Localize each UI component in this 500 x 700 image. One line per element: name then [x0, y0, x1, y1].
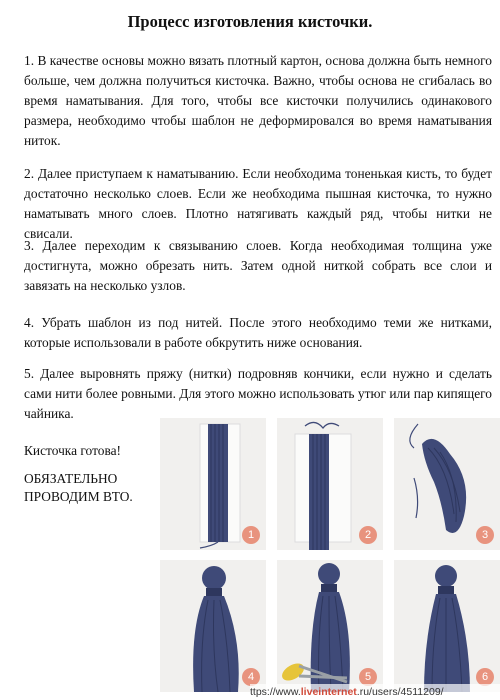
step-number-badge: 6 [476, 668, 494, 686]
step-2-text: 2. Далее приступаем к наматыванию. Если необходима тоненькая кисть, то будет достаточно несколько слоев. Если же необходима пышная кисточка, то нужно наматывать много слоев. Плотно натягивать каждый ряд, чтобы нитки не свисали. [24, 166, 492, 241]
step-5-text: 5. Далее выровнять пряжу (нитки) подровняв кончики, если нужно и сделать сами нити более ровными. Для этого можно использовать утюг или пар кипящего чайника. [24, 366, 492, 421]
watermark-highlight: liveinternet [300, 686, 357, 698]
step-1-text: 1. В качестве основы можно вязать плотный картон, основа должна быть немного больше, чем должна получиться кисточка. Важно, чтобы основа не сгибалась во время наматывания. Для того, чтобы все кисточки получились одинакового размера, необходимо чтобы шаблон не деформировался во время наматывания ниток. [24, 53, 492, 148]
watermark-prefix: ttps://www. [250, 686, 301, 698]
ready-text: Кисточка готова! [24, 443, 121, 458]
page-title: Процесс изготовления кисточки. [127, 12, 373, 31]
photo-step-2 [277, 418, 383, 550]
step-4-text: 4. Убрать шаблон из под нитей. После этого необходимо теми же нитками, которые использовали в работе обкрутить ниже основания. [24, 315, 492, 350]
photo-step-1 [160, 418, 266, 550]
watermark-suffix: .ru/users/4511209/ [356, 686, 444, 698]
step-number-badge: 2 [359, 526, 377, 544]
step-number-badge: 4 [242, 668, 260, 686]
watermark [250, 684, 500, 700]
step-number-badge: 1 [242, 526, 260, 544]
step-3-text: 3. Далее переходим к связыванию слоев. Когда необходимая толщина уже достигнута, можно обрезать нить. Затем одной ниткой собрать все слои и завязать на несколько узлов. [24, 238, 492, 293]
wto-line-2: ПРОВОДИМ ВТО. [24, 489, 133, 504]
wto-line-1: ОБЯЗАТЕЛЬНО [24, 471, 118, 486]
photo-step-3 [394, 418, 500, 550]
step-number-badge: 3 [476, 526, 494, 544]
wto-note [24, 470, 133, 506]
photo-step-5 [277, 560, 383, 692]
photo-step-4 [160, 560, 266, 692]
step-number-badge: 5 [359, 668, 377, 686]
photo-grid [160, 418, 500, 700]
photo-step-6 [394, 560, 500, 692]
